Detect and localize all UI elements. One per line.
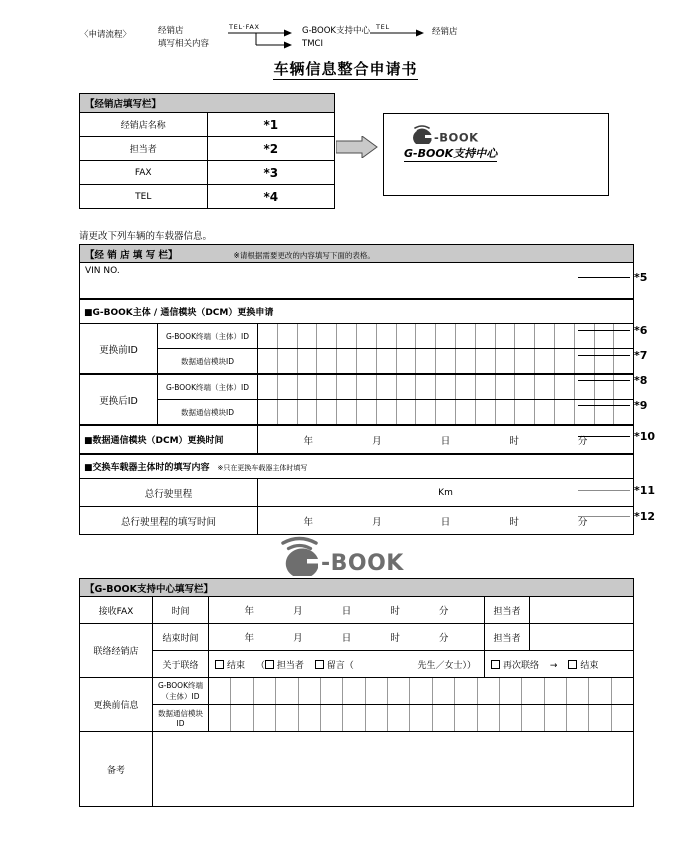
gbook-logo-large-icon: [272, 536, 422, 576]
id-grid-cell[interactable]: [209, 678, 231, 704]
id-grid-cell[interactable]: [388, 678, 410, 704]
marker-8: *8: [634, 374, 648, 387]
id-grid-cell[interactable]: [416, 324, 436, 348]
flow-arrow-telfax: [228, 24, 300, 54]
table-row: [80, 597, 634, 624]
id-grid-cell[interactable]: [614, 349, 633, 373]
table-row: [80, 579, 634, 597]
id-grid[interactable]: [258, 375, 633, 399]
id-grid-cell[interactable]: [555, 324, 575, 348]
before-terminal-id-label: G-BOOK终端（主体）ID: [158, 324, 258, 349]
table-row: [80, 425, 634, 454]
id-grid-cell[interactable]: [337, 349, 357, 373]
paren-open: （: [255, 660, 265, 671]
id-grid-cell[interactable]: [478, 678, 500, 704]
id-grid[interactable]: [258, 349, 633, 373]
id-grid[interactable]: [209, 705, 633, 731]
date-unit-year: 年: [303, 435, 314, 447]
id-grid-cell[interactable]: [433, 678, 455, 704]
flow-arrow1-label: TEL·FAX: [229, 23, 260, 31]
date-units: [258, 433, 633, 447]
checkbox-person[interactable]: [265, 660, 274, 669]
support-center-name: G-BOOK支持中心: [404, 147, 498, 160]
date-unit-year: 年: [303, 516, 314, 528]
id-grid-cell[interactable]: [476, 349, 496, 373]
date-unit-minute: 分: [577, 516, 588, 528]
id-grid-cell[interactable]: [397, 375, 417, 399]
date-unit-month: 月: [293, 606, 303, 617]
id-grid-cell[interactable]: [567, 678, 589, 704]
id-grid-cell[interactable]: [410, 678, 432, 704]
id-grid-cell[interactable]: [456, 349, 476, 373]
id-grid-cell[interactable]: [535, 324, 555, 348]
receive-fax-time-input[interactable]: [209, 597, 485, 624]
id-grid-cell[interactable]: [496, 400, 516, 424]
svg-text:-BOOK: -BOOK: [434, 130, 479, 144]
id-grid[interactable]: [258, 400, 633, 424]
end-time-label: 结束时间: [153, 624, 209, 651]
checkbox-recontact[interactable]: [491, 660, 500, 669]
mileage-time-input[interactable]: [258, 507, 634, 535]
table-row: [80, 624, 634, 651]
id-grid-cell[interactable]: [258, 324, 278, 348]
id-grid-cell[interactable]: [231, 705, 253, 731]
id-grid-cell[interactable]: [595, 349, 615, 373]
before-dcm-id-input[interactable]: [258, 349, 634, 375]
id-grid-cell[interactable]: [496, 324, 516, 348]
flow-step1-line2: 填写相关内容: [158, 39, 210, 49]
date-unit-year: 年: [244, 606, 255, 617]
id-grid-cell[interactable]: [298, 400, 318, 424]
bottom-terminal-id-input[interactable]: [209, 678, 634, 705]
receive-fax-label: 接收FAX: [80, 597, 153, 624]
id-grid-cell[interactable]: [575, 400, 595, 424]
dealer-name-label: 经销店名称: [80, 113, 208, 137]
checkbox-message[interactable]: [315, 660, 324, 669]
id-grid-cell[interactable]: [595, 324, 615, 348]
bottom-dcm-id-input[interactable]: [209, 705, 634, 732]
id-grid-cell[interactable]: [515, 349, 535, 373]
id-grid-cell[interactable]: [278, 349, 298, 373]
id-grid-cell[interactable]: [410, 705, 432, 731]
remark-label: 备考: [80, 732, 153, 807]
id-grid-cell[interactable]: [357, 375, 377, 399]
date-unit-day: 日: [440, 516, 451, 528]
table-row: [80, 400, 634, 426]
mr-ms-label: 先生／女士））: [417, 660, 476, 671]
id-grid-cell[interactable]: [397, 400, 417, 424]
id-grid-cell[interactable]: [535, 349, 555, 373]
table-row: [80, 705, 634, 732]
id-grid-cell[interactable]: [496, 375, 516, 399]
id-grid-cell[interactable]: [545, 705, 567, 731]
id-grid-cell[interactable]: [589, 705, 611, 731]
id-grid-cell[interactable]: [612, 705, 633, 731]
id-grid-cell[interactable]: [416, 349, 436, 373]
id-grid-cell[interactable]: [522, 678, 544, 704]
after-dcm-id-label: 数据通信模块ID: [158, 400, 258, 426]
flow-arrow-tel: [370, 24, 430, 42]
id-grid-cell[interactable]: [377, 324, 397, 348]
marker-12: *12: [634, 510, 656, 523]
dealer-info-table: [79, 93, 335, 209]
id-grid-cell[interactable]: [612, 678, 633, 704]
dealer-name-value[interactable]: *1: [207, 113, 335, 137]
date-unit-hour: 时: [390, 633, 400, 644]
marker-10: *10: [634, 430, 656, 443]
id-grid-cell[interactable]: [476, 400, 496, 424]
date-unit-minute: 分: [577, 435, 588, 447]
id-grid-cell[interactable]: [515, 400, 535, 424]
id-grid-cell[interactable]: [299, 705, 321, 731]
marker-7: *7: [634, 349, 648, 362]
date-unit-minute: 分: [438, 633, 449, 644]
id-grid-cell[interactable]: [397, 324, 417, 348]
date-unit-day: 日: [341, 606, 352, 617]
id-grid-cell[interactable]: [357, 400, 377, 424]
id-grid-cell[interactable]: [317, 349, 337, 373]
id-grid-cell[interactable]: [575, 349, 595, 373]
section1-title: ■G-BOOK主体 / 通信模块（DCM）更换申请: [80, 299, 634, 324]
marker-6: *6: [634, 324, 648, 337]
id-grid-cell[interactable]: [433, 705, 455, 731]
date-unit-day: 日: [440, 435, 451, 447]
id-grid-cell[interactable]: [276, 705, 298, 731]
table-row: [80, 161, 335, 185]
id-grid-cell[interactable]: [377, 400, 397, 424]
table-row: [80, 349, 634, 375]
table-row: [80, 507, 634, 535]
receive-fax-time-label: 时间: [153, 597, 209, 624]
id-grid-cell[interactable]: [589, 678, 611, 704]
date-units: [209, 603, 484, 617]
flow-step2-line1: G-BOOK支持中心: [302, 26, 370, 36]
date-unit-day: 日: [341, 633, 352, 644]
id-grid-cell[interactable]: [377, 375, 397, 399]
flow-step-support-center: [302, 25, 370, 51]
id-grid-cell[interactable]: [357, 349, 377, 373]
instruction-text: 请更改下列车辆的车载器信息。: [79, 231, 213, 242]
mileage-unit: Km: [438, 487, 453, 498]
checkbox-end[interactable]: [215, 660, 224, 669]
before-id-label: 更换前ID: [80, 324, 158, 375]
id-grid-cell[interactable]: [436, 349, 456, 373]
marker-5: *5: [634, 271, 648, 284]
id-grid-cell[interactable]: [366, 678, 388, 704]
id-grid-cell[interactable]: [416, 375, 436, 399]
id-grid-cell[interactable]: [456, 375, 476, 399]
checkbox-end2[interactable]: [568, 660, 577, 669]
date-units: [258, 514, 633, 528]
id-grid-cell[interactable]: [535, 400, 555, 424]
id-grid-cell[interactable]: [254, 705, 276, 731]
checkbox-end-label: 结束: [227, 660, 246, 671]
id-grid-cell[interactable]: [321, 705, 343, 731]
about-contact-label: 关于联络: [153, 651, 209, 678]
bottom-terminal-id-label: G-BOOK终端（主体）ID: [153, 678, 209, 705]
date-unit-month: 月: [372, 516, 382, 528]
id-grid-cell[interactable]: [298, 375, 318, 399]
id-grid-cell[interactable]: [455, 678, 477, 704]
leader-line-8: [578, 380, 630, 381]
after-id-label: 更换后ID: [80, 374, 158, 425]
id-grid-cell[interactable]: [567, 705, 589, 731]
id-grid-cell[interactable]: [298, 349, 318, 373]
page-title-text: 车辆信息整合申请书: [273, 60, 418, 78]
id-grid-cell[interactable]: [337, 324, 357, 348]
flow-arrow2-label: TEL: [376, 23, 390, 31]
end-time-input[interactable]: [209, 624, 485, 651]
date-unit-month: 月: [372, 435, 382, 447]
id-grid-cell[interactable]: [614, 324, 633, 348]
leader-line-5: [578, 277, 630, 278]
table-row: [80, 651, 634, 678]
id-grid-cell[interactable]: [595, 375, 615, 399]
id-grid-cell[interactable]: [278, 400, 298, 424]
id-grid-cell[interactable]: [397, 349, 417, 373]
table-row: [80, 185, 335, 209]
checkbox-message-label: 留言（: [326, 660, 354, 671]
marker-9: *9: [634, 399, 648, 412]
dcm-time-label: ■数据通信模块（DCM）更换时间: [80, 425, 258, 454]
id-grid-cell[interactable]: [575, 375, 595, 399]
dealer-tel-label: TEL: [80, 185, 208, 209]
table-row: [80, 299, 634, 324]
id-grid-cell[interactable]: [357, 324, 377, 348]
id-grid-cell[interactable]: [377, 349, 397, 373]
bottom-dcm-id-label: 数据通信模块 ID: [153, 705, 209, 732]
mileage-input[interactable]: [258, 479, 634, 507]
leader-line-10: [578, 436, 630, 437]
id-grid-cell[interactable]: [575, 324, 595, 348]
section2-note: ※只在更换车载器主体时填写: [217, 464, 308, 472]
table-row: [80, 263, 634, 300]
id-grid-cell[interactable]: [515, 375, 535, 399]
leader-line-11: [578, 490, 630, 491]
leader-line-7: [578, 355, 630, 356]
id-grid-cell[interactable]: [478, 705, 500, 731]
id-grid-cell[interactable]: [343, 678, 365, 704]
end-time-person-label: 担当者: [485, 624, 530, 651]
id-grid-cell[interactable]: [456, 324, 476, 348]
id-grid-cell[interactable]: [278, 324, 298, 348]
id-grid-cell[interactable]: [436, 375, 456, 399]
leader-line-6: [578, 330, 630, 331]
table-row: [80, 678, 634, 705]
date-unit-minute: 分: [438, 606, 449, 617]
marker-11: *11: [634, 484, 656, 497]
date-unit-hour: 时: [509, 435, 519, 447]
end-time-person-input[interactable]: [530, 624, 634, 651]
bottom-table-header: 【G-BOOK支持中心填写栏】: [80, 579, 634, 597]
recontact-arrow-icon: →: [549, 660, 558, 671]
id-grid-cell[interactable]: [231, 678, 253, 704]
before-dcm-id-label: 数据通信模块ID: [158, 349, 258, 375]
vin-number-field[interactable]: VIN NO.: [80, 263, 634, 300]
id-grid-cell[interactable]: [317, 400, 337, 424]
dealer-table-header: 【经销店填写栏】: [80, 94, 335, 113]
main-table-header-text: 【经 销 店 填 写 栏】: [85, 249, 178, 261]
id-grid-cell[interactable]: [258, 375, 278, 399]
id-grid-cell[interactable]: [614, 375, 633, 399]
id-grid-cell[interactable]: [595, 400, 615, 424]
id-grid-cell[interactable]: [555, 375, 575, 399]
checkbox-end2-label: 结束: [580, 660, 599, 671]
dealer-tel-value[interactable]: *4: [207, 185, 335, 209]
leader-line-9: [578, 405, 630, 406]
after-terminal-id-label: G-BOOK终端（主体）ID: [158, 374, 258, 400]
id-grid-cell[interactable]: [555, 349, 575, 373]
main-table-header: [80, 245, 634, 263]
support-center-fill-in-table: [79, 578, 634, 807]
id-grid-cell[interactable]: [258, 349, 278, 373]
mileage-time-label: 总行驶里程的填写时间: [80, 507, 258, 535]
id-grid-cell[interactable]: [388, 705, 410, 731]
id-grid-cell[interactable]: [343, 705, 365, 731]
support-center-box: [383, 113, 609, 196]
id-grid-cell[interactable]: [476, 324, 496, 348]
id-grid-cell[interactable]: [522, 705, 544, 731]
before-info-label: 更换前信息: [80, 678, 153, 732]
remark-input[interactable]: [153, 732, 634, 807]
id-grid-cell[interactable]: [476, 375, 496, 399]
table-row: [80, 137, 335, 161]
table-row: [80, 732, 634, 807]
date-units: [209, 630, 484, 644]
id-grid-cell[interactable]: [545, 678, 567, 704]
leader-line-12: [578, 516, 630, 517]
id-grid-cell[interactable]: [298, 324, 318, 348]
svg-text:-BOOK: -BOOK: [321, 551, 404, 576]
date-unit-hour: 时: [390, 606, 400, 617]
table-row: [80, 374, 634, 400]
date-unit-month: 月: [293, 633, 303, 644]
flow-label: 〈申请流程〉: [80, 30, 132, 40]
table-row: [80, 324, 634, 349]
id-grid-cell[interactable]: [496, 349, 516, 373]
receive-fax-person-input[interactable]: [530, 597, 634, 624]
id-grid-cell[interactable]: [254, 678, 276, 704]
table-row: [80, 454, 634, 479]
id-grid-cell[interactable]: [317, 375, 337, 399]
before-terminal-id-input[interactable]: [258, 324, 634, 349]
main-table-header-note: ※请根据需要更改的内容填写下面的表格。: [233, 250, 375, 260]
dcm-time-input[interactable]: [258, 425, 634, 454]
table-row: [80, 94, 335, 113]
id-grid-cell[interactable]: [555, 400, 575, 424]
id-grid-cell[interactable]: [317, 324, 337, 348]
flow-step2-line2: TMCI: [302, 39, 323, 49]
id-grid-cell[interactable]: [299, 678, 321, 704]
id-grid-cell[interactable]: [337, 400, 357, 424]
id-grid-cell[interactable]: [500, 678, 522, 704]
mileage-label: 总行驶里程: [80, 479, 258, 507]
section2-title-text: ■交换车载器主体时的填写内容: [84, 463, 210, 473]
dealer-fax-label: FAX: [80, 161, 208, 185]
checkbox-end-group[interactable]: [215, 661, 245, 671]
table-row: [80, 245, 634, 263]
page-title: [0, 58, 691, 79]
id-grid-cell[interactable]: [500, 705, 522, 731]
id-grid-cell[interactable]: [276, 678, 298, 704]
dealer-person-label: 担当者: [80, 137, 208, 161]
id-grid-cell[interactable]: [436, 400, 456, 424]
id-grid-cell[interactable]: [614, 400, 633, 424]
after-terminal-id-input[interactable]: [258, 374, 634, 400]
recontact-checkboxes[interactable]: [485, 651, 634, 678]
table-row: [80, 113, 335, 137]
id-grid-cell[interactable]: [436, 324, 456, 348]
id-grid-cell[interactable]: [278, 375, 298, 399]
flow-step-dealer-1: [158, 25, 209, 51]
table-row: [80, 479, 634, 507]
date-unit-hour: 时: [509, 516, 519, 528]
id-grid-cell[interactable]: [535, 375, 555, 399]
flow-step-dealer-2: 经销店: [432, 27, 458, 37]
id-grid-cell[interactable]: [456, 400, 476, 424]
application-flow-diagram: [80, 24, 640, 58]
id-grid-cell[interactable]: [416, 400, 436, 424]
section2-title: [80, 454, 634, 479]
receive-fax-person-label: 担当者: [485, 597, 530, 624]
id-grid-cell[interactable]: [366, 705, 388, 731]
dealer-person-value[interactable]: *2: [207, 137, 335, 161]
id-grid-cell[interactable]: [321, 678, 343, 704]
id-grid[interactable]: [209, 678, 633, 704]
date-unit-year: 年: [244, 633, 255, 644]
dealer-fill-in-table: [79, 244, 634, 535]
flow-step1-line1: 经销店: [158, 26, 184, 36]
id-grid-cell[interactable]: [258, 400, 278, 424]
id-grid-cell[interactable]: [515, 324, 535, 348]
contact-dealer-label: 联络经销店: [80, 624, 153, 678]
after-dcm-id-input[interactable]: [258, 400, 634, 426]
dealer-fax-value[interactable]: *3: [207, 161, 335, 185]
gbook-logo-icon: [404, 124, 500, 144]
contact-result-checkboxes[interactable]: [209, 651, 485, 678]
checkbox-person-label: 担当者: [276, 660, 304, 671]
id-grid-cell[interactable]: [209, 705, 231, 731]
id-grid-cell[interactable]: [337, 375, 357, 399]
id-grid-cell[interactable]: [455, 705, 477, 731]
checkbox-recontact-label: 再次联络: [503, 660, 540, 671]
id-grid[interactable]: [258, 324, 633, 348]
flow-right-arrow-icon: [336, 136, 378, 158]
